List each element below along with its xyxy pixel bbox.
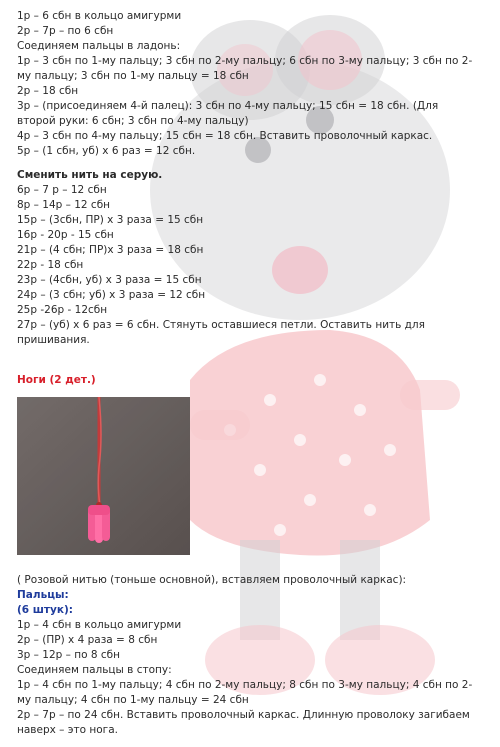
instruction-line: 2р – 7р – по 6 сбн bbox=[17, 25, 114, 37]
instruction-line: 15р – (3сбн, ПР) х 3 раза = 15 сбн bbox=[17, 214, 204, 226]
instruction-line: 1р – 6 сбн в кольцо амигурми bbox=[17, 10, 182, 22]
instruction-line: 27р – (уб) х 6 раз = 6 сбн. Стянуть оставшиеся петли. Оставить нить для bbox=[17, 319, 425, 331]
instruction-line: 1р – 3 сбн по 1-му пальцу; 3 сбн по 2-му пальцу; 6 сбн по 3-му пальцу; 3 сбн по 2- bbox=[17, 55, 473, 67]
instruction-line: пришивания. bbox=[17, 334, 90, 346]
instruction-line: Соединяем пальцы в стопу: bbox=[17, 664, 172, 676]
instruction-line: 5р – (1 сбн, уб) х 6 раз = 12 сбн. bbox=[17, 145, 196, 157]
legs-heading: Ноги (2 дет.) bbox=[17, 374, 96, 386]
instruction-line: Соединяем пальцы в ладонь: bbox=[17, 40, 181, 52]
instruction-line: 2р – 7р – по 24 сбн. Вставить проволочный каркас. Длинную проволоку загибаем bbox=[17, 709, 470, 721]
instruction-line: 2р – 18 сбн bbox=[17, 85, 79, 97]
instruction-line: 8р – 14р – 12 сбн bbox=[17, 199, 111, 211]
instruction-line: наверх – это нога. bbox=[17, 724, 118, 736]
instruction-line: второй руки: 6 сбн; 3 сбн по 4-му пальцу) bbox=[17, 115, 249, 127]
instruction-line: 16р - 20р - 15 сбн bbox=[17, 229, 114, 241]
instruction-line: 22р - 18 сбн bbox=[17, 259, 84, 271]
instruction-line: 3р – (присоединяем 4-й палец): 3 сбн по 4-му пальцу; 15 сбн = 18 сбн. (Для bbox=[17, 100, 439, 112]
instruction-line: 2р – (ПР) х 4 раза = 8 сбн bbox=[17, 634, 158, 646]
instruction-line: 25р -26р - 12сбн bbox=[17, 304, 108, 316]
instruction-line: 24р – (3 сбн; уб) х 3 раза = 12 сбн bbox=[17, 289, 206, 301]
instruction-line: му пальцу; 4 сбн по 1-му пальцу = 24 сбн bbox=[17, 694, 249, 706]
instruction-line: 23р – (4сбн, уб) х 3 раза = 15 сбн bbox=[17, 274, 202, 286]
instruction-line: 1р – 4 сбн в кольцо амигурми bbox=[17, 619, 182, 631]
legs-caption: ( Розовой нитью (тоньше основной), вставляем проволочный каркас): bbox=[17, 574, 407, 586]
toes-count: (6 штук): bbox=[17, 604, 73, 616]
instruction-line: 6р – 7 р – 12 сбн bbox=[17, 184, 107, 196]
section-heading-change-yarn: Сменить нить на серую. bbox=[17, 169, 163, 181]
instruction-line: 4р – 3 сбн по 4-му пальцу; 15 сбн = 18 сбн. Вставить проволочный каркас. bbox=[17, 130, 433, 142]
instruction-line: 3р – 12р – по 8 сбн bbox=[17, 649, 120, 661]
instruction-line: му пальцу; 3 сбн по 1-му пальцу = 18 сбн bbox=[17, 70, 249, 82]
toes-heading: Пальцы: bbox=[17, 589, 69, 601]
leg-photo bbox=[17, 397, 190, 555]
instruction-line: 21р – (4 сбн; ПР)х 3 раза = 18 сбн bbox=[17, 244, 204, 256]
instruction-line: 1р – 4 сбн по 1-му пальцу; 4 сбн по 2-му пальцу; 8 сбн по 3-му пальцу; 4 сбн по 2- bbox=[17, 679, 473, 691]
